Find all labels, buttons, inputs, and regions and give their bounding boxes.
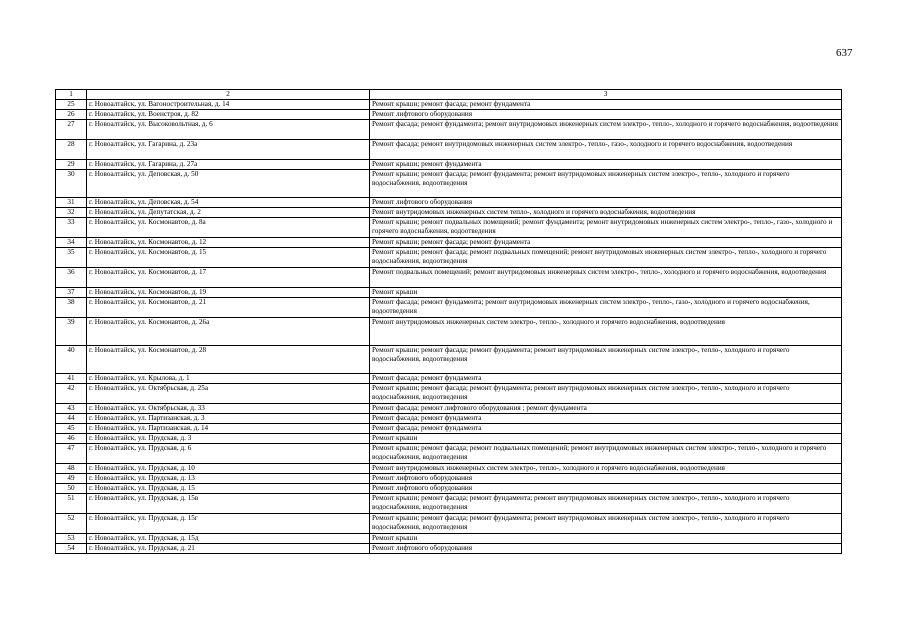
row-address: г. Новоалтайск, ул. Гагарина, д. 27а bbox=[87, 160, 370, 170]
row-number: 40 bbox=[56, 346, 87, 374]
table-row bbox=[56, 374, 842, 384]
row-address: г. Новоалтайск, ул. Военстроя, д. 82 bbox=[87, 110, 370, 120]
row-address: г. Новоалтайск, ул. Прудская, д. 13 bbox=[87, 474, 370, 484]
row-number: 49 bbox=[56, 474, 87, 484]
table-row bbox=[56, 444, 842, 464]
row-address: г. Новоалтайск, ул. Депутатская, д. 2 bbox=[87, 208, 370, 218]
header-col-3: 3 bbox=[370, 90, 842, 100]
table-row bbox=[56, 534, 842, 544]
row-number: 47 bbox=[56, 444, 87, 464]
row-address: г. Новоалтайск, ул. Октябрьская, д. 25а bbox=[87, 384, 370, 404]
table-row bbox=[56, 288, 842, 298]
table-row bbox=[56, 160, 842, 170]
row-number: 32 bbox=[56, 208, 87, 218]
row-number: 50 bbox=[56, 484, 87, 494]
row-number: 27 bbox=[56, 120, 87, 140]
row-works: Ремонт лифтового оборудования bbox=[370, 198, 842, 208]
table-header-row bbox=[56, 90, 842, 100]
row-address: г. Новоалтайск, ул. Космонавтов, д. 26а bbox=[87, 318, 370, 346]
row-number: 30 bbox=[56, 170, 87, 198]
row-works: Ремонт крыши; ремонт фасада; ремонт фундамента; ремонт внутридомовых инженерных систем электро-, тепло-, холодного и горячего водоснабжения, водоотведения bbox=[370, 384, 842, 404]
row-number: 31 bbox=[56, 198, 87, 208]
row-works: Ремонт крыши bbox=[370, 434, 842, 444]
row-address: г. Новоалтайск, ул. Прудская, д. 15 bbox=[87, 484, 370, 494]
row-number: 51 bbox=[56, 494, 87, 514]
row-address: г. Новоалтайск, ул. Крылова, д. 1 bbox=[87, 374, 370, 384]
table-row bbox=[56, 474, 842, 484]
row-works: Ремонт фасада; ремонт фундамента; ремонт внутридомовых инженерных систем электро-, тепло-, холодного и горячего водоснабжения, водоотведения bbox=[370, 120, 842, 140]
row-number: 48 bbox=[56, 464, 87, 474]
row-address: г. Новоалтайск, ул. Октябрьская, д. 33 bbox=[87, 404, 370, 414]
row-works: Ремонт крыши; ремонт фасада; ремонт фундамента bbox=[370, 238, 842, 248]
table-row bbox=[56, 346, 842, 374]
table-row bbox=[56, 318, 842, 346]
row-works: Ремонт лифтового оборудования bbox=[370, 544, 842, 554]
row-address: г. Новоалтайск, ул. Вагоностроительная, д. 14 bbox=[87, 100, 370, 110]
row-works: Ремонт крыши; ремонт фасада; ремонт фундамента; ремонт внутридомовых инженерных систем электро-, тепло-, холодного и горячего водоснабжения, водоотведения bbox=[370, 346, 842, 374]
row-number: 45 bbox=[56, 424, 87, 434]
row-works: Ремонт фасада; ремонт фундамента; ремонт внутридомовых инженерных систем электро-, тепло-, газо-, холодного и горячего водоснабжения, водоотведения bbox=[370, 298, 842, 318]
table-row bbox=[56, 544, 842, 554]
row-number: 44 bbox=[56, 414, 87, 424]
row-number: 54 bbox=[56, 544, 87, 554]
row-number: 39 bbox=[56, 318, 87, 346]
row-address: г. Новоалтайск, ул. Прудская, д. 15д bbox=[87, 534, 370, 544]
header-col-1: 1 bbox=[56, 90, 87, 100]
row-works: Ремонт крыши; ремонт фундамента bbox=[370, 160, 842, 170]
row-number: 35 bbox=[56, 248, 87, 268]
table-row bbox=[56, 238, 842, 248]
table-row bbox=[56, 414, 842, 424]
row-address: г. Новоалтайск, ул. Прудская, д. 15в bbox=[87, 494, 370, 514]
table-row bbox=[56, 268, 842, 288]
row-number: 26 bbox=[56, 110, 87, 120]
row-works: Ремонт подвальных помещений; ремонт внутридомовых инженерных систем электро-, тепло-, холодного и горячего водоснабжения, водоотведения bbox=[370, 268, 842, 288]
row-address: г. Новоалтайск, ул. Прудская, д. 21 bbox=[87, 544, 370, 554]
row-address: г. Новоалтайск, ул. Космонавтов, д. 8а bbox=[87, 218, 370, 238]
row-number: 37 bbox=[56, 288, 87, 298]
row-address: г. Новоалтайск, ул. Прудская, д. 6 bbox=[87, 444, 370, 464]
row-number: 52 bbox=[56, 514, 87, 534]
table-row bbox=[56, 298, 842, 318]
row-address: г. Новоалтайск, ул. Космонавтов, д. 21 bbox=[87, 298, 370, 318]
row-number: 38 bbox=[56, 298, 87, 318]
row-number: 28 bbox=[56, 140, 87, 160]
row-works: Ремонт крыши; ремонт фасада; ремонт фундамента bbox=[370, 100, 842, 110]
row-works: Ремонт крыши; ремонт фасада; ремонт подвальных помещений; ремонт внутридомовых инженерных систем электро-, тепло-, холодного и горячего водоснабжения, водоотведения bbox=[370, 444, 842, 464]
row-works: Ремонт крыши; ремонт фасада; ремонт фундамента; ремонт внутридомовых инженерных систем электро-, тепло-, холодного и горячего водоснабжения, водоотведения bbox=[370, 514, 842, 534]
table-row bbox=[56, 404, 842, 414]
row-works: Ремонт лифтового оборудования bbox=[370, 474, 842, 484]
table-row bbox=[56, 484, 842, 494]
repair-table bbox=[55, 89, 842, 554]
row-number: 46 bbox=[56, 434, 87, 444]
row-works: Ремонт крыши; ремонт фасада; ремонт фундамента; ремонт внутридомовых инженерных систем электро-, тепло-, холодного и горячего водоснабжения, водоотведения bbox=[370, 494, 842, 514]
table-row bbox=[56, 384, 842, 404]
table-row bbox=[56, 464, 842, 474]
row-address: г. Новоалтайск, ул. Космонавтов, д. 12 bbox=[87, 238, 370, 248]
table-row bbox=[56, 198, 842, 208]
row-works: Ремонт крыши; ремонт подвальных помещений; ремонт фундамента; ремонт внутридомовых инженерных систем электро-, тепло-, газо-, холодного и горячего водоснабжения, водоотведения bbox=[370, 218, 842, 238]
row-works: Ремонт лифтового оборудования bbox=[370, 484, 842, 494]
row-number: 25 bbox=[56, 100, 87, 110]
row-works: Ремонт внутридомовых инженерных систем электро-, тепло-, холодного и горячего водоснабжения, водоотведения bbox=[370, 464, 842, 474]
row-works: Ремонт фасада; ремонт фундамента bbox=[370, 424, 842, 434]
row-works: Ремонт фасада; ремонт фундамента bbox=[370, 414, 842, 424]
table-row bbox=[56, 120, 842, 140]
row-works: Ремонт внутридомовых инженерных систем тепло-, холодного и горячего водоснабжения, водоотведения bbox=[370, 208, 842, 218]
row-address: г. Новоалтайск, ул. Гагарина, д. 23а bbox=[87, 140, 370, 160]
row-works: Ремонт фасада; ремонт лифтового оборудования ; ремонт фундамента bbox=[370, 404, 842, 414]
row-works: Ремонт фасада; ремонт внутридомовых инженерных систем электро-, тепло-, газо-, холодного и горячего водоснабжения, водоотведения bbox=[370, 140, 842, 160]
row-address: г. Новоалтайск, ул. Космонавтов, д. 19 bbox=[87, 288, 370, 298]
row-works: Ремонт крыши bbox=[370, 288, 842, 298]
row-works: Ремонт крыши; ремонт фасада; ремонт подвальных помещений; ремонт внутридомовых инженерных систем электро-, тепло-, холодного и горячего водоснабжения, водоотведения bbox=[370, 248, 842, 268]
row-address: г. Новоалтайск, ул. Космонавтов, д. 28 bbox=[87, 346, 370, 374]
row-address: г. Новоалтайск, ул. Деповская, д. 54 bbox=[87, 198, 370, 208]
page-number: 637 bbox=[836, 47, 853, 59]
row-works: Ремонт лифтового оборудования bbox=[370, 110, 842, 120]
table-row bbox=[56, 110, 842, 120]
row-address: г. Новоалтайск, ул. Космонавтов, д. 17 bbox=[87, 268, 370, 288]
row-address: г. Новоалтайск, ул. Космонавтов, д. 15 bbox=[87, 248, 370, 268]
row-address: г. Новоалтайск, ул. Прудская, д. 10 bbox=[87, 464, 370, 474]
row-address: г. Новоалтайск, ул. Высоковольтная, д. 6 bbox=[87, 120, 370, 140]
table-row bbox=[56, 100, 842, 110]
row-works: Ремонт фасада; ремонт фундамента bbox=[370, 374, 842, 384]
row-number: 34 bbox=[56, 238, 87, 248]
row-number: 41 bbox=[56, 374, 87, 384]
table-row bbox=[56, 424, 842, 434]
table-row bbox=[56, 434, 842, 444]
row-number: 29 bbox=[56, 160, 87, 170]
row-address: г. Новоалтайск, ул. Партизанская, д. 3 bbox=[87, 414, 370, 424]
row-address: г. Новоалтайск, ул. Прудская, д. 3 bbox=[87, 434, 370, 444]
row-address: г. Новоалтайск, ул. Прудская, д. 15г bbox=[87, 514, 370, 534]
table-row bbox=[56, 170, 842, 198]
table-row bbox=[56, 514, 842, 534]
table-row bbox=[56, 218, 842, 238]
row-works: Ремонт крыши; ремонт фасада; ремонт фундамента; ремонт внутридомовых инженерных систем электро-, тепло-, холодного и горячего водоснабжения, водоотведения bbox=[370, 170, 842, 198]
table-row bbox=[56, 248, 842, 268]
row-works: Ремонт внутридомовых инженерных систем электро-, тепло-, холодного и горячего водоснабжения, водоотведения bbox=[370, 318, 842, 346]
table-row bbox=[56, 140, 842, 160]
row-address: г. Новоалтайск, ул. Деповская, д. 50 bbox=[87, 170, 370, 198]
row-address: г. Новоалтайск, ул. Партизанская, д. 14 bbox=[87, 424, 370, 434]
table-row bbox=[56, 494, 842, 514]
row-works: Ремонт крыши bbox=[370, 534, 842, 544]
row-number: 43 bbox=[56, 404, 87, 414]
row-number: 33 bbox=[56, 218, 87, 238]
header-col-2: 2 bbox=[87, 90, 370, 100]
row-number: 53 bbox=[56, 534, 87, 544]
table-row bbox=[56, 208, 842, 218]
row-number: 36 bbox=[56, 268, 87, 288]
row-number: 42 bbox=[56, 384, 87, 404]
